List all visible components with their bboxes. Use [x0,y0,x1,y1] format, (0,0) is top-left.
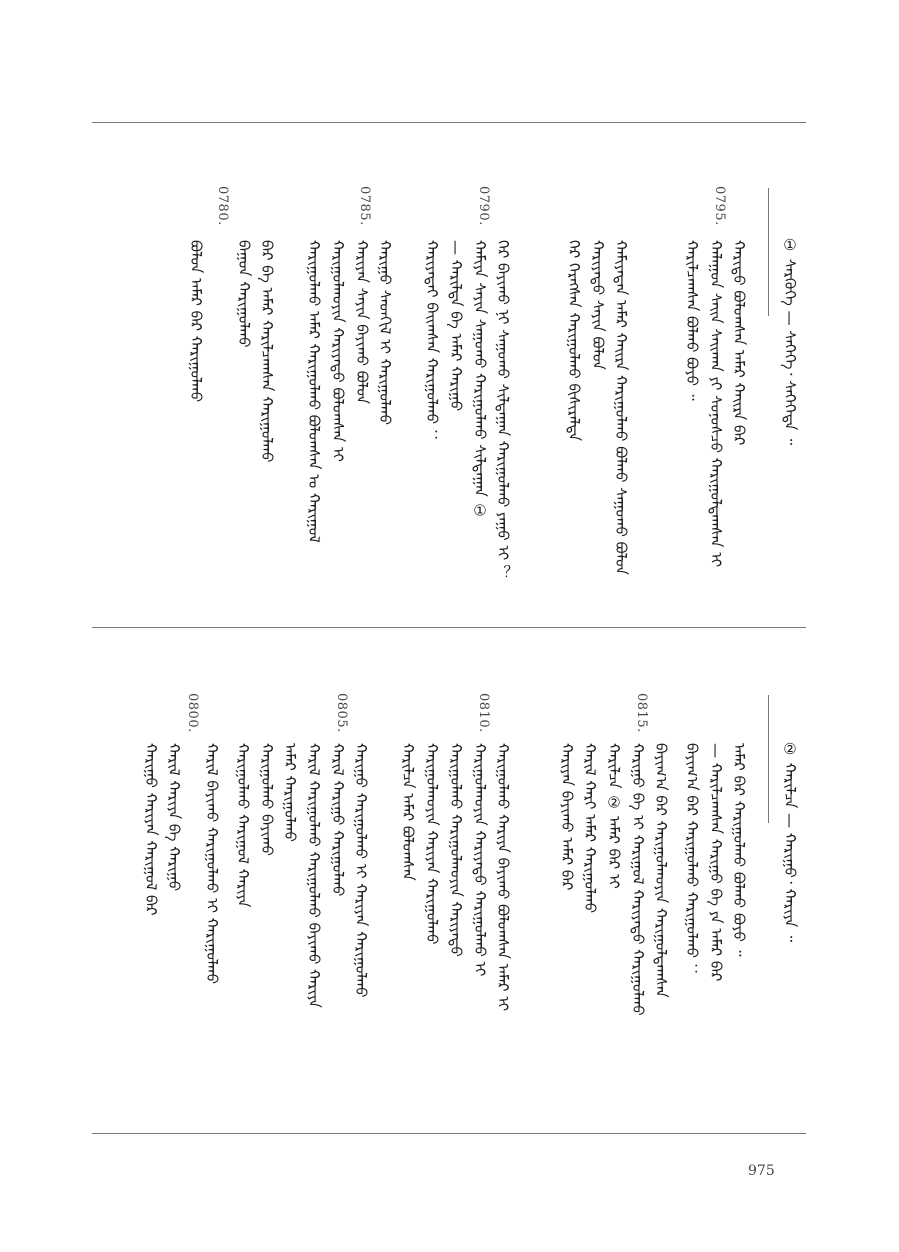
text-column: ᠬᠠᠷᠢᠯᠴᠠ ᠠᠮᠠᠷ ᠪᠤᠯᠤᠭᠰᠠᠨ [399,743,417,881]
text-column: ᠬᠠᠷᠢᠯ ᠬᠠᠷᠢ ᠠᠮᠠᠷ ᠬᠠᠷᠢᠭᠤᠯᠬᠤ [581,743,599,914]
text-column: ᠪᠠᠷ ᠪᠠ ᠠᠮᠠᠷ ᠬᠠᠷᠢᠯᠴᠠᠭᠰᠠᠨ ᠬᠠᠷᠢᠭᠤᠯᠬᠤ [258,240,276,463]
text-column: ᠬᠠᠷᠢᠶᠠᠨ ᠰᠠᠶᠢᠨ ᠪᠠᠶᠢᠬᠤ ᠪᠤᠯᠤᠨ [353,240,371,405]
text-column: ᠭᠡᠷ ᠪᠠᠶᠢᠬᠤ ᠨᠢ ᠰᠠᠭᠤᠬᠤ ᠰᠢᠯᠲᠠᠭᠠᠨ ᠬᠠᠷᠢᠭᠤᠯᠬᠤ ᠶᠠᠭᠤ ᠢ ？ [494,240,512,581]
bottom-rule [92,1133,806,1134]
top-rule [92,122,806,123]
text-column: ᠪᠠᠶᠢᠭ᠎ᠠ ᠪᠡᠷ ᠬᠠᠷᠢᠭᠤᠯᠬᠤ ᠬᠠᠷᠢᠭᠤᠯᠬᠤ ： [683,743,701,978]
text-column: ᠬᠠᠮᠢᠶᠠᠳᠠᠨ ᠠᠮᠠᠷ ᠬᠠᠢᠷᠠ ᠬᠠᠷᠢᠭᠤᠯᠬᠤ ᠪᠤᠯᠬᠤ ᠰᠠᠭᠤᠬᠤ ᠪᠣᠯᠣᠨ [612,240,630,575]
text-column: ᠬᠠᠷᠢᠭᠤ ᠰᠡᠳᠬᠢᠯ ᠢ ᠬᠠᠷᠢᠭᠤᠯᠬᠤ [376,240,394,425]
middle-rule [92,627,806,628]
text-column: ᠬᠠᠷᠢᠯᠴᠠᠭᠰᠠᠨ ᠪᠤᠯᠬᠤ ᠪᠤᠶᠤ ᠃ [683,240,701,401]
text-column: ᠬᠠᠷᠢᠯ ᠬᠠᠷᠢᠶᠠ ᠪᠡ ᠬᠠᠷᠢᠭᠤ [165,743,183,892]
footnote-bottom: ② ᠬᠠᠷᠢᠯᠴᠠ — ᠬᠠᠷᠢᠭᠤ᠂ ᠬᠠᠷᠢᠶᠠ ᠃ [781,740,799,942]
text-column: ᠠᠮᠠᠷ ᠬᠠᠷᠢᠭᠤᠯᠬᠤ [281,743,299,842]
text-column: ᠬᠠᠮᠢᠶᠠ ᠰᠠᠶᠢᠨ ᠰᠠᠭᠤᠬᠤ ᠬᠠᠷᠢᠭᠤᠯᠬᠤ ᠰᠢᠯᠲᠠᠭᠠᠨ ① [471,240,489,520]
text-column: ᠬᠠᠷᠢᠭᠤ ᠬᠠᠷᠢᠭᠤᠯᠬᠤ ᠢ ᠬᠠᠷᠢᠶᠠᠨ ᠬᠠᠷᠢᠭᠤᠯᠬᠤ [352,743,370,998]
line-number: 0800. [185,693,200,733]
text-column: ᠬᠠᠷᠢᠭᠤᠯᠬᠤ ᠬᠠᠷᠢᠶᠠ ᠪᠠᠶᠢᠬᠤ ᠪᠤᠯᠤᠭᠰᠠᠨ ᠠᠮᠠᠷ ᠢ [494,743,512,1012]
text-column: ᠬᠠᠷᠢᠭᠤ ᠬᠠᠷᠢᠶᠠᠨ ᠬᠠᠷᠢᠭᠤᠯ ᠪᠡᠷ [142,743,160,916]
text-column: ᠬᠠᠷᠢᠭᠤᠯᠬᠤ ᠪᠠᠶᠢᠬᠤ [258,743,276,856]
line-number: 0815. [634,693,649,733]
line-number: 0805. [334,693,349,733]
text-column: ᠬᠠᠷᠢᠭᠤᠯᠬᠤ ᠬᠠᠷᠢᠭᠤᠯᠬᠤᠶᠢᠨ ᠬᠠᠷᠢᠶᠠᠳᠤ [447,743,465,957]
footnote-top: ① ᠰᠡᠷᠭᠦᠭᠡ — ᠰᠡᠭᠡᠭᠡ᠂ ᠰᠡᠭᠡᠭᠡᠳᠡ ᠃ [781,236,799,445]
text-column: ᠠᠮᠠᠷ ᠪᠡᠷ ᠬᠠᠷᠢᠭᠤᠯᠬᠤ ᠪᠤᠯᠬᠤ ᠪᠤᠶᠤ ᠃ [730,743,748,957]
text-column: — ᠬᠠᠷᠢᠯᠳᠠ ᠪᠡ ᠠᠮᠠᠷ ᠬᠠᠷᠢᠭᠤ [447,240,465,412]
text-column: — ᠬᠠᠷᠢᠯᠴᠠᠭᠰᠠᠨ ᠬᠠᠷᠢᠭᠤ ᠪᠠ ᠶᠠ ᠠᠮᠠᠷ ᠪᠠᠷ [707,743,725,982]
line-number: 0810. [476,693,491,733]
text-column: ᠭᠡᠷ ᠬᠡᠷᠡᠭᠰᠡᠨ ᠬᠠᠷᠢᠭᠤᠯᠬᠤ ᠪᠢᠰᠢᠷᠡᠯᠲᠡ [565,240,583,441]
text-column: ᠬᠠᠷᠢᠶᠠᠳᠤ ᠰᠠᠶᠢᠨ ᠪᠤᠯᠤᠨ [589,240,607,370]
text-column: ᠬᠠᠷᠢᠭᠤ ᠪᠠ ᠢ ᠬᠠᠷᠢᠭᠤᠯ ᠬᠠᠷᠢᠶᠠᠳᠤ ᠬᠠᠷᠢᠭᠤᠯᠬᠤ [629,743,647,1016]
footnote-separator-top [768,188,769,316]
text-column: ᠬᠠᠷᠢᠭᠤᠯᠬᠤᠶᠢᠨ ᠬᠠᠷᠢᠶᠠᠳᠤ ᠪᠤᠯᠤᠭᠰᠠᠨ ᠢ [329,240,347,462]
text-column: ᠬᠠᠷᠢᠶᠠᠨ ᠪᠠᠶᠢᠬᠤ ᠠᠮᠠᠷ ᠪᠡᠷ [558,743,576,891]
line-number: 0790. [476,186,491,226]
line-number: 0785. [357,186,372,226]
text-column: ᠬᠠᠷᠢᠭᠤᠯᠬᠤᠶᠢᠨ ᠬᠠᠷᠢᠶᠠᠨ ᠬᠠᠷᠢᠭᠤᠯᠬᠤ [423,743,441,945]
line-number: 0795. [712,186,727,226]
text-column: ᠪᠠᠶᠢᠭ᠎ᠠ ᠪᠡᠷ ᠬᠠᠷᠢᠭᠤᠯᠬᠤᠶᠢᠨ ᠬᠠᠷᠢᠭᠤᠯᠳᠠᠭᠰᠠᠨ [652,743,670,998]
text-column: ᠬᠠᠷᠢᠯ ᠬᠠᠷᠢᠭᠤ ᠬᠠᠷᠢᠭᠤᠯᠬᠤ [329,743,347,897]
line-number: 0780. [215,186,230,226]
page-number: 975 [748,1163,775,1179]
text-column: ᠬᠠᠷᠢᠭᠤᠯᠬᠤ ᠠᠮᠠᠷ ᠬᠠᠷᠢᠭᠤᠯᠬᠤ ᠪᠤᠯᠤᠭᠰᠠᠨ ᠤ ᠬᠠᠷᠢᠭᠤᠯ [305,240,323,543]
text-column: ᠬᠠᠷᠢᠳᠤ ᠪᠤᠯᠤᠭᠰᠠᠨ ᠠᠮᠠᠷ ᠬᠠᠢᠷᠠ ᠪᠡᠷ [730,240,748,446]
text-column: ᠬᠠᠯᠠᠭᠤᠨ ᠰᠠᠢᠨ ᠰᠠᠢᠬᠠᠨ ᠶᠢ ᠰᠣᠨᠣᠰᠴᠤ ᠬᠠᠷᠢᠭᠤᠯᠳᠠᠭᠰᠠᠨ ᠢ [707,240,725,568]
text-column: ᠪᠤᠯᠤᠨ ᠠᠮᠠᠷ ᠪᠠᠷ ᠬᠠᠷᠢᠭᠤᠯᠬᠤ [187,240,205,403]
text-column: ᠬᠠᠷᠢᠶᠠᠲᠠᠢ ᠪᠠᠢᠭᠰᠠᠨ ᠬᠠᠷᠢᠭᠤᠯᠬᠤ ： [423,240,441,444]
text-column: ᠬᠠᠷᠢᠭᠤᠯᠬᠤᠶᠢᠨ ᠬᠠᠷᠢᠶᠠᠳᠤ ᠬᠠᠷᠢᠭᠤᠯᠬᠤ ᠢ [471,743,489,977]
text-column: ᠬᠠᠷᠢᠭᠤᠯᠬᠤ ᠬᠠᠷᠢᠭᠤᠯ ᠬᠠᠷᠢᠶᠠ [234,743,252,908]
text-column: ᠬᠠᠷᠢᠯᠴᠠ ② ᠠᠮᠠᠷ ᠪᠠᠷ ᠢ [605,743,623,889]
text-column: ᠬᠠᠷᠢᠯ ᠪᠠᠶᠢᠬᠤ ᠬᠠᠷᠢᠭᠤᠯᠬᠤ ᠢ ᠬᠠᠷᠢᠭᠤᠯᠬᠤ [203,743,221,985]
text-column: ᠪᠠᠭᠤᠨ ᠬᠠᠷᠢᠭᠤᠯᠬᠤ [235,240,253,348]
footnote-separator-bottom [768,695,769,823]
text-column: ᠬᠠᠷᠢᠯ ᠬᠠᠷᠢᠭᠤᠯᠬᠤ ᠬᠠᠷᠢᠭᠤᠯᠬᠤ ᠪᠠᠶᠢᠬᠤ ᠬᠠᠷᠢᠶᠠ [305,743,323,1008]
